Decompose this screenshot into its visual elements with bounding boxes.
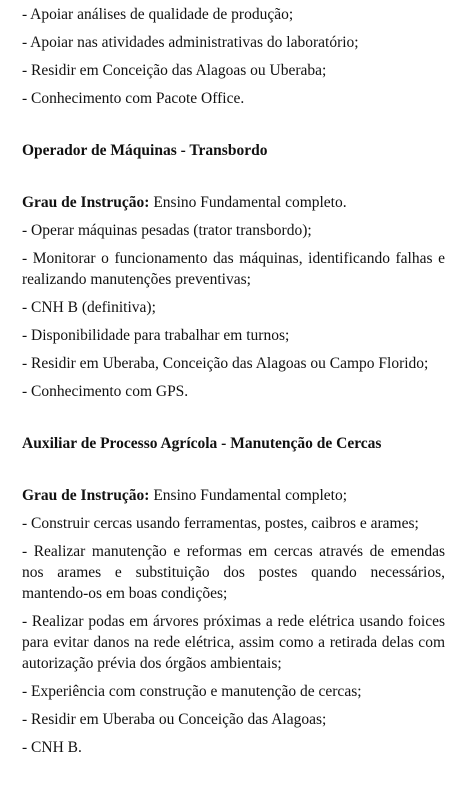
list-item: - CNH B. bbox=[22, 739, 82, 756]
list-item: - Apoiar nas atividades administrativas do laboratório; bbox=[22, 34, 359, 51]
section-title-auxiliar: Auxiliar de Processo Agrícola - Manutenção de Cercas bbox=[22, 435, 382, 452]
list-item: - Conhecimento com GPS. bbox=[22, 383, 189, 400]
document-body bbox=[22, 0, 445, 758]
education-requirement bbox=[22, 485, 445, 506]
list-item: - Residir em Uberaba, Conceição das Alagoas ou Campo Florido; bbox=[22, 355, 429, 372]
education-label: Grau de Instrução: bbox=[22, 487, 150, 504]
education-requirement bbox=[22, 192, 445, 213]
list-item: - Monitorar o funcionamento das máquinas, identificando falhas e realizando manutenções preventivas; bbox=[22, 250, 445, 288]
list-item: - Residir em Uberaba ou Conceição das Alagoas; bbox=[22, 711, 327, 728]
list-item: - Realizar podas em árvores próximas a rede elétrica usando foices para evitar danos na rede elétrica, assim como a retirada delas com autorização prévia dos órgãos ambientais; bbox=[22, 613, 445, 672]
list-item: - Operar máquinas pesadas (trator transbordo); bbox=[22, 222, 312, 239]
list-item: - Realizar manutenção e reformas em cercas através de emendas nos arames e substituição dos postes quando necessários, mantendo-os em boas condições; bbox=[22, 543, 445, 602]
list-item: - Experiência com construção e manutenção de cercas; bbox=[22, 683, 362, 700]
list-item: - Conhecimento com Pacote Office. bbox=[22, 90, 245, 107]
list-item: - Apoiar análises de qualidade de produção; bbox=[22, 6, 294, 23]
education-value: Ensino Fundamental completo. bbox=[149, 194, 347, 211]
list-item: - CNH B (definitiva); bbox=[22, 299, 156, 316]
education-label: Grau de Instrução: bbox=[22, 194, 150, 211]
list-item: - Disponibilidade para trabalhar em turnos; bbox=[22, 327, 290, 344]
list-item: - Construir cercas usando ferramentas, postes, caibros e arames; bbox=[22, 515, 419, 532]
list-item: - Residir em Conceição das Alagoas ou Uberaba; bbox=[22, 62, 327, 79]
section-title-operador: Operador de Máquinas - Transbordo bbox=[22, 142, 268, 159]
education-value: Ensino Fundamental completo; bbox=[149, 487, 348, 504]
